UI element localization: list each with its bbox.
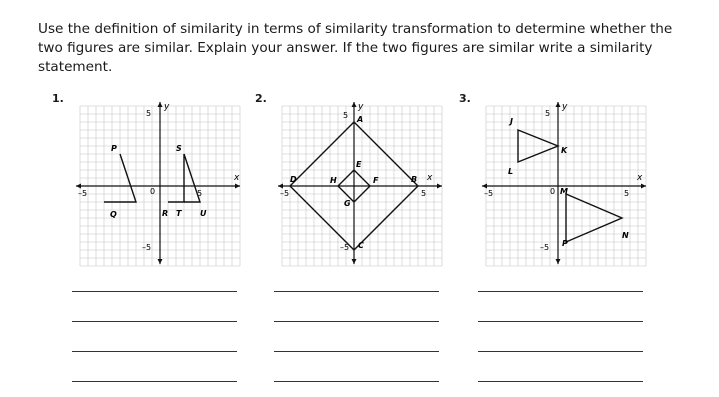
problem-1-tick-label: –5 (142, 243, 152, 252)
problem-1-vertex-u: U (200, 209, 207, 218)
problem-3-tick-label: 5 (545, 109, 551, 118)
problem-1-tick-label: –5 (78, 189, 88, 198)
problem-3-number: 3. (459, 92, 471, 105)
problem-2-tick-label: –5 (340, 243, 350, 252)
answer-line-1-4[interactable] (72, 381, 237, 382)
problem-3-tick-label: –5 (540, 243, 550, 252)
instructions-line-1: Use the definition of similarity in terms of similarity transformation to determine whether the (38, 21, 673, 37)
problem-1-tick-label: 5 (197, 189, 203, 198)
problem-3-vertex-p: P (562, 239, 568, 248)
problem-2-graph (272, 98, 448, 268)
instructions-line-2: two figures are similar. Explain your answer. If the two figures are similar write a similarity (38, 40, 653, 56)
answer-line-2-1[interactable] (274, 291, 439, 292)
answer-line-1-2[interactable] (72, 321, 237, 322)
problem-2-vertex-h: H (330, 176, 337, 185)
problem-3-vertex-l: L (508, 167, 514, 176)
answer-line-1-1[interactable] (72, 291, 237, 292)
answer-line-3-1[interactable] (478, 291, 643, 292)
problem-1-vertex-q: Q (110, 210, 117, 219)
problem-1-vertex-p: P (111, 144, 117, 153)
problem-1-y-axis-label: y (164, 102, 170, 112)
problem-1-axes (76, 102, 240, 264)
problem-1-vertex-t: T (176, 209, 182, 218)
problem-2-vertex-g: G (344, 199, 351, 208)
problem-3-graph (476, 98, 652, 268)
problem-1-origin-label: 0 (150, 187, 156, 196)
answer-line-2-4[interactable] (274, 381, 439, 382)
answer-line-2-2[interactable] (274, 321, 439, 322)
answer-line-3-3[interactable] (478, 351, 643, 352)
answer-line-3-2[interactable] (478, 321, 643, 322)
problem-2-tick-label: 5 (421, 189, 427, 198)
problem-2-y-axis-label: y (358, 102, 364, 112)
problem-1-tick-label: 5 (146, 109, 152, 118)
answer-line-2-3[interactable] (274, 351, 439, 352)
problem-2-vertex-e: E (356, 160, 362, 169)
problem-3-origin-label: 0 (550, 187, 556, 196)
problem-3-vertex-j: J (510, 117, 513, 126)
problem-3-x-axis-label: x (637, 173, 643, 183)
problem-3-tick-label: 5 (624, 189, 630, 198)
problem-2-vertex-d: D (290, 175, 297, 184)
problem-1-number: 1. (52, 92, 64, 105)
problem-2-tick-label: 5 (343, 111, 349, 120)
problem-1-graph (70, 98, 246, 268)
problem-1-vertex-s: S (176, 144, 182, 153)
problem-2-number: 2. (255, 92, 267, 105)
problem-3-y-axis-label: y (562, 102, 568, 112)
problem-2-vertex-f: F (373, 176, 379, 185)
problem-3-vertex-k: K (561, 146, 568, 155)
problem-1-vertex-r: R (162, 209, 169, 218)
problem-3-vertex-n: N (622, 231, 629, 240)
problem-2-vertex-c: C (358, 241, 364, 250)
problem-2-vertex-a: A (357, 115, 364, 124)
problem-2-tick-label: –5 (280, 189, 290, 198)
answer-line-3-4[interactable] (478, 381, 643, 382)
problem-3-vertex-m: M (560, 187, 568, 196)
instructions-line-3: statement. (38, 59, 113, 75)
answer-line-1-3[interactable] (72, 351, 237, 352)
problem-1-x-axis-label: x (234, 173, 240, 183)
instructions (38, 20, 678, 77)
problem-2-x-axis-label: x (427, 173, 433, 183)
problem-2-axes (278, 102, 442, 264)
problem-3-tick-label: –5 (484, 189, 494, 198)
problem-2-vertex-b: B (411, 175, 418, 184)
